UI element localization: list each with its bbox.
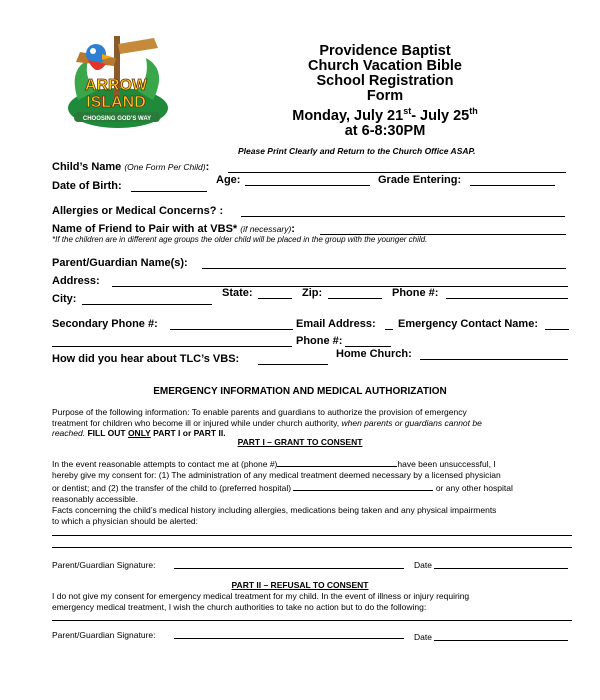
arrow-island-logo <box>58 30 170 132</box>
dob-label: Date of Birth: <box>52 180 122 192</box>
parent-field[interactable] <box>202 268 566 269</box>
title-line-4: Form <box>366 88 404 104</box>
title-time: at 6-8:30PM <box>344 122 426 139</box>
purpose-paragraph: Purpose of the following information: To enable parents and guardians to authorize the provision of emergency treatment for children who become ill or injured while under church authority, when parents or guardians cannot be reached. FILL OUT ONLY PART I or PART II. <box>52 407 482 438</box>
zip-field[interactable] <box>328 298 382 299</box>
heard-label: How did you hear about TLC’s VBS: <box>52 353 240 365</box>
emergency-contact-field-cont[interactable] <box>52 346 292 347</box>
title-line-3: School Registration <box>316 73 454 89</box>
grade-label: Grade Entering: <box>378 174 462 186</box>
friend-footnote: *If the children are in different age groups the older child will be placed in the group with the younger child. <box>52 235 428 244</box>
title-dates: Monday, July 21st- July 25th <box>292 106 478 124</box>
part1-heading: PART I – GRANT TO CONSENT <box>237 437 363 447</box>
preferred-hospital-field[interactable] <box>293 480 433 491</box>
parent-label: Parent/Guardian Name(s): <box>52 257 188 269</box>
email-label: Email Address: <box>296 318 376 330</box>
phone2-field[interactable] <box>345 346 391 347</box>
secondary-phone-field[interactable] <box>170 329 293 330</box>
grade-field[interactable] <box>470 185 555 186</box>
logo-name-line1: ARROW <box>84 77 148 94</box>
form-title <box>230 44 540 139</box>
date-label-2: Date <box>414 632 432 642</box>
dob-field[interactable] <box>131 191 207 192</box>
title-line-1: Providence Baptist <box>319 43 451 59</box>
title-line-2: Church Vacation Bible <box>308 58 462 74</box>
instructions: Please Print Clearly and Return to the Church Office ASAP. <box>238 146 476 156</box>
date-label-1: Date <box>414 560 432 570</box>
address-label: Address: <box>52 275 100 287</box>
friend-label: Name of Friend to Pair with at VBS* (if necessary): <box>52 223 295 235</box>
emergency-heading: EMERGENCY INFORMATION AND MEDICAL AUTHORIZATION <box>153 386 447 397</box>
city-label: City: <box>52 293 77 305</box>
signature-label-2: Parent/Guardian Signature: <box>52 630 156 640</box>
contact-phone-field[interactable] <box>277 456 397 467</box>
allergies-field[interactable] <box>241 216 565 217</box>
refusal-line[interactable] <box>52 620 572 621</box>
part2-heading: PART II – REFUSAL TO CONSENT <box>231 580 369 590</box>
phone-label: Phone #: <box>392 287 439 299</box>
signature-label-1: Parent/Guardian Signature: <box>52 560 156 570</box>
allergies-label: Allergies or Medical Concerns? : <box>52 205 224 217</box>
age-field[interactable] <box>245 185 370 186</box>
date-field-2[interactable] <box>434 640 568 641</box>
logo-name-line2: ISLAND <box>86 94 146 111</box>
email-field[interactable] <box>385 329 393 330</box>
part2-paragraph: I do not give my consent for emergency medical treatment for my child. In the event of illness or injury requiring emergency medical treatment, I wish the church authorities to take no action but to do the following: <box>52 591 470 612</box>
part1-paragraph: In the event reasonable attempts to contact me at (phone #) have been unsuccessful, I hereby give my consent for: (1) The administration of any medical treatment deemed necessary by a licensed physician or dentist; and (2) the transfer of the child to (preferred hospital) or any other hospital reasonably accessible. <box>52 456 572 504</box>
child-name-field[interactable] <box>228 172 566 173</box>
signature-field-1[interactable] <box>174 568 404 569</box>
city-field[interactable] <box>82 304 212 305</box>
phone2-label: Phone #: <box>296 335 343 347</box>
facts-paragraph: Facts concerning the child’s medical history including allergies, medications being taken and any physical impairments to which a physician should be alerted: <box>52 505 497 526</box>
child-name-label: Child’s Name (One Form Per Child): <box>52 161 210 173</box>
address-field[interactable] <box>112 286 568 287</box>
home-church-field[interactable] <box>420 359 568 360</box>
medical-history-line-2[interactable] <box>52 547 572 548</box>
state-field[interactable] <box>258 298 292 299</box>
zip-label: Zip: <box>302 287 323 299</box>
emergency-contact-label: Emergency Contact Name: <box>398 318 538 330</box>
signature-field-2[interactable] <box>174 638 404 639</box>
home-church-label: Home Church: <box>336 348 412 360</box>
date-field-1[interactable] <box>434 568 568 569</box>
age-label: Age: <box>216 174 241 186</box>
heard-field[interactable] <box>258 364 328 365</box>
phone-field[interactable] <box>446 298 568 299</box>
secondary-phone-label: Secondary Phone #: <box>52 318 158 330</box>
emergency-contact-field[interactable] <box>545 329 569 330</box>
medical-history-line-1[interactable] <box>52 535 572 536</box>
logo-tagline: CHOOSING GOD'S WAY <box>82 116 152 122</box>
state-label: State: <box>222 287 253 299</box>
